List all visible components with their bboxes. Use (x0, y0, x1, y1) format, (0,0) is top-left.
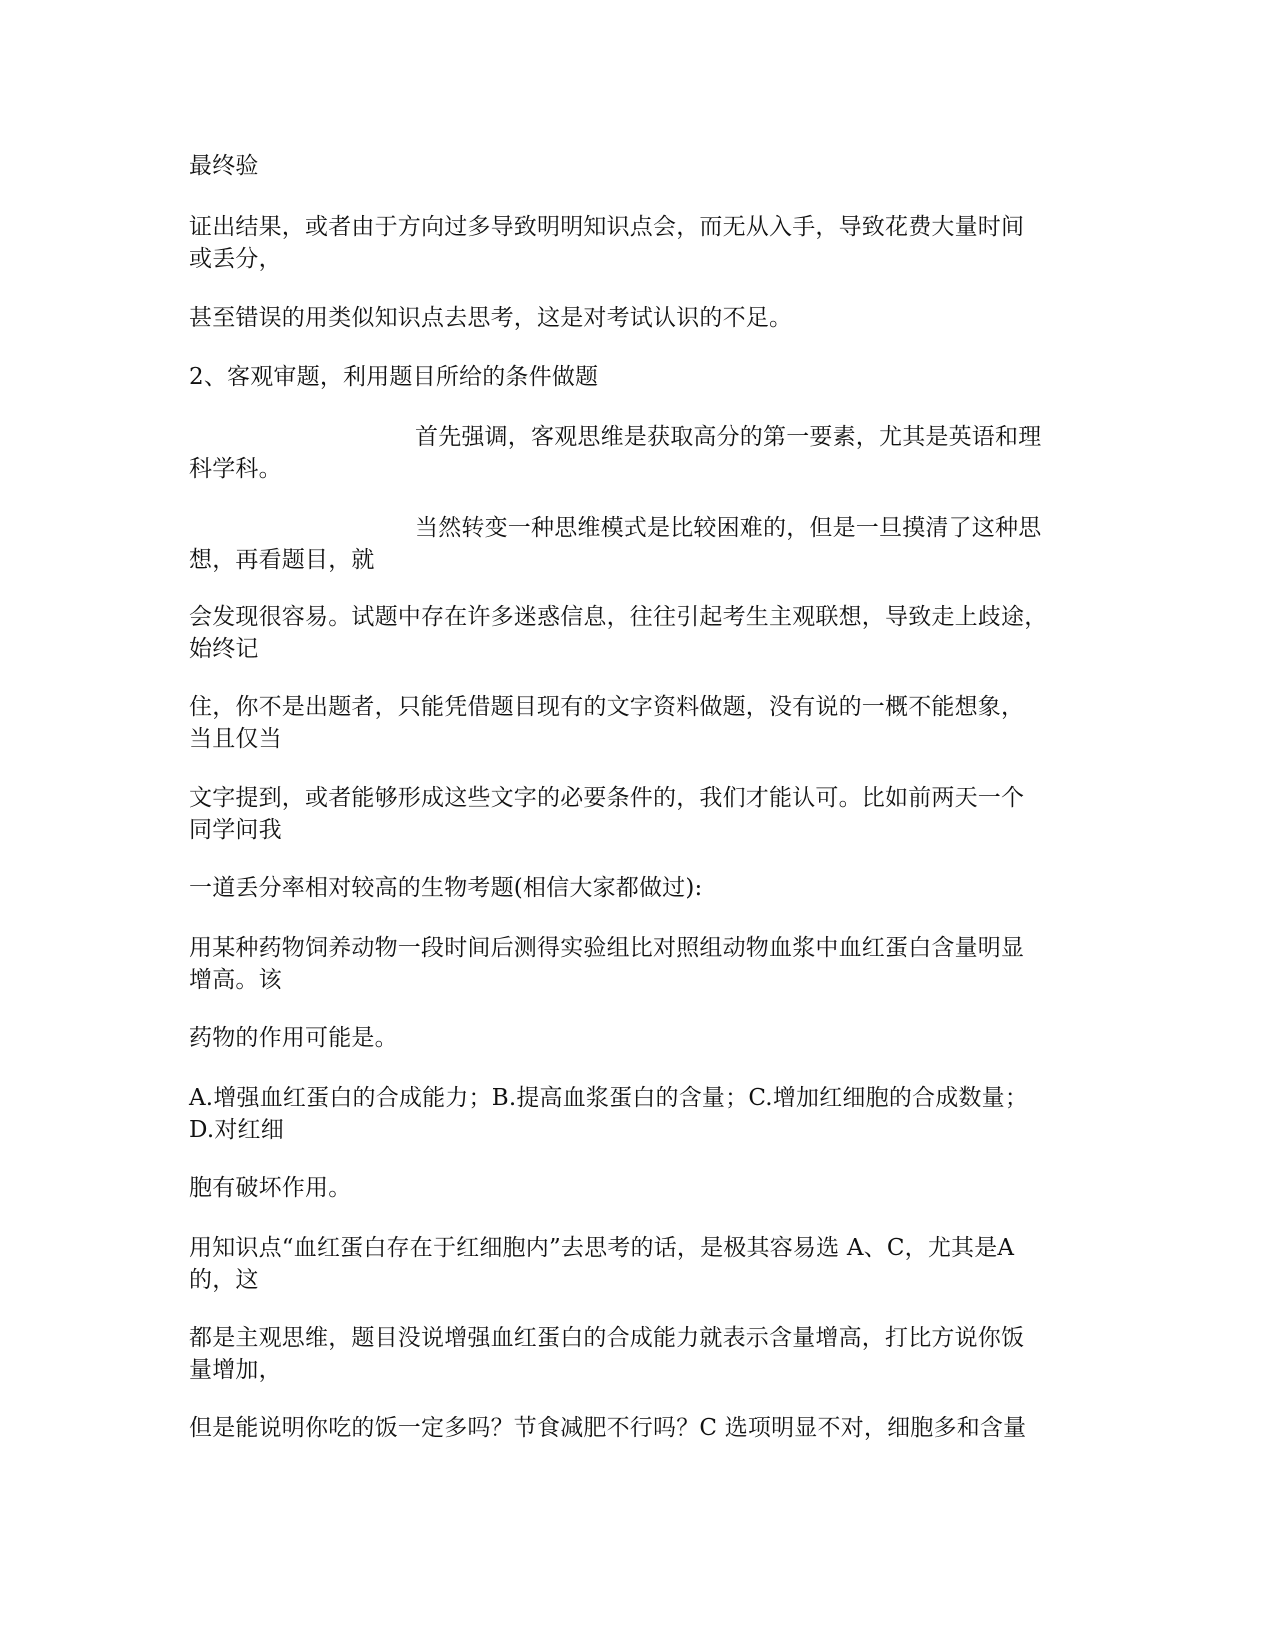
paragraph-5 (189, 421, 1089, 485)
text-line: 始终记 (189, 636, 259, 662)
text-line: 药物的作用可能是。 (189, 1025, 398, 1051)
text-line: 住，你不是出题者，只能凭借题目现有的文字资料做题，没有说的一概不能想象， (189, 694, 1025, 720)
text-line: A.增强血红蛋白的合成能力；B.提高血浆蛋白的含量；C.增加红细胞的合成数量； (189, 1085, 1029, 1111)
text-line: 胞有破坏作用。 (189, 1175, 352, 1201)
paragraph-1 (189, 150, 1089, 182)
text-line: 或丢分， (189, 246, 282, 272)
text-line: 证出结果，或者由于方向过多导致明明知识点会，而无从入手，导致花费大量时间 (189, 214, 1025, 240)
section-heading (189, 361, 1089, 393)
text-line: 最终验 (189, 153, 259, 179)
question-options (189, 1082, 1089, 1146)
text-line: 一道丢分率相对较高的生物考题(相信大家都做过): (189, 875, 703, 901)
text-line (189, 512, 1089, 544)
question-stem-end (189, 1022, 1089, 1054)
paragraph-3 (189, 302, 1089, 334)
text-line: 用某种药物饲养动物一段时间后测得实验组比对照组动物血浆中血红蛋白含量明显 (189, 935, 1025, 961)
text-line-content: 当然转变一种思维模式是比较困难的，但是一旦摸清了这种思 (415, 515, 1042, 541)
question-stem (189, 932, 1089, 996)
paragraph-16 (189, 1322, 1089, 1386)
paragraph-10 (189, 872, 1089, 904)
text-line: 用知识点“血红蛋白存在于红细胞内”去思考的话，是极其容易选 A、C，尤其是A (189, 1235, 1015, 1261)
text-line: 想，再看题目，就 (189, 547, 375, 573)
text-line: 的，这 (189, 1267, 259, 1293)
text-line: 同学问我 (189, 817, 282, 843)
text-line (189, 421, 1089, 453)
text-line: 文字提到，或者能够形成这些文字的必要条件的，我们才能认可。比如前两天一个 (189, 785, 1025, 811)
text-line: 但是能说明你吃的饭一定多吗？节食减肥不行吗？C 选项明显不对，细胞多和含量 (189, 1415, 1027, 1441)
paragraph-17 (189, 1412, 1089, 1444)
text-line: 甚至错误的用类似知识点去思考，这是对考试认识的不足。 (189, 305, 793, 331)
text-line: 当且仅当 (189, 726, 282, 752)
text-line-content: 首先强调，客观思维是获取高分的第一要素，尤其是英语和理 (415, 424, 1042, 450)
paragraph-2 (189, 211, 1089, 275)
paragraph-7 (189, 601, 1089, 665)
text-line: 量增加， (189, 1357, 282, 1383)
paragraph-9 (189, 782, 1089, 846)
text-line: 科学科。 (189, 456, 282, 482)
text-line: 会发现很容易。试题中存在许多迷惑信息，往往引起考生主观联想，导致走上歧途， (189, 604, 1048, 630)
paragraph-15 (189, 1232, 1089, 1296)
paragraph-8 (189, 691, 1089, 755)
text-line: 都是主观思维，题目没说增强血红蛋白的合成能力就表示含量增高，打比方说你饭 (189, 1325, 1025, 1351)
text-line: 增高。该 (189, 967, 282, 993)
question-options-end (189, 1172, 1089, 1204)
paragraph-6 (189, 512, 1089, 576)
text-line: 2、客观审题，利用题目所给的条件做题 (189, 364, 599, 390)
text-line: D.对红细 (189, 1117, 284, 1143)
